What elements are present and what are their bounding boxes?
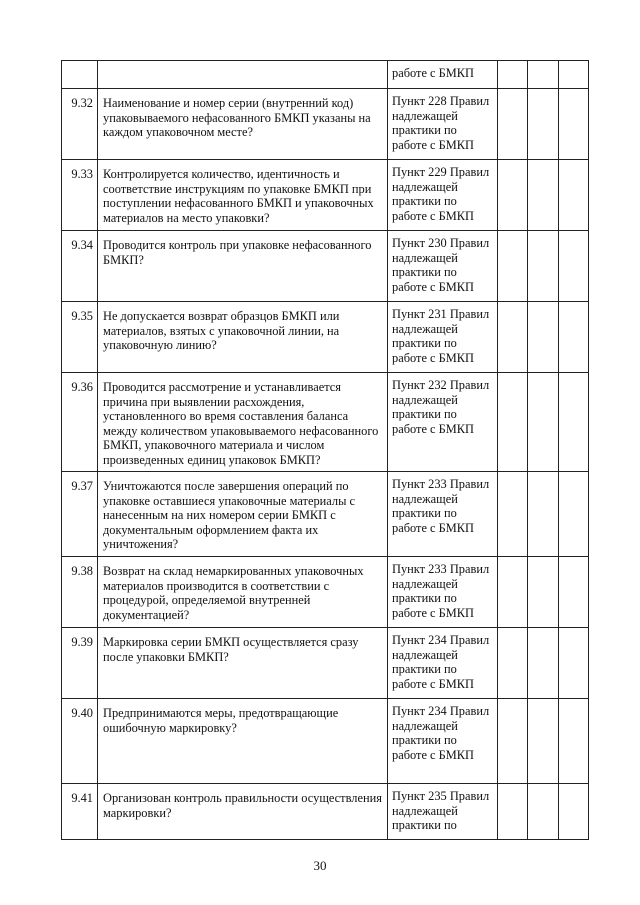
item-number: 9.40 bbox=[62, 699, 98, 784]
answer-na-cell[interactable] bbox=[559, 784, 589, 840]
answer-no-cell[interactable] bbox=[528, 699, 559, 784]
item-number: 9.38 bbox=[62, 557, 98, 628]
answer-yes-cell[interactable] bbox=[498, 231, 528, 302]
answer-na-cell[interactable] bbox=[559, 472, 589, 557]
table-row bbox=[62, 373, 589, 472]
regulation-reference: Пункт 230 Правил надлежащей практики по работе с БМКП bbox=[388, 231, 498, 302]
answer-yes-cell[interactable] bbox=[498, 557, 528, 628]
requirement-text: Наименование и номер серии (внутренний код) упаковываемого нефасованного БМКП указаны на каждом упаковочном месте? bbox=[98, 89, 388, 160]
requirement-text: Проводится контроль при упаковке нефасованного БМКП? bbox=[98, 231, 388, 302]
requirement-text: Контролируется количество, идентичность и соответствие инструкциям по упаковке БМКП при поступлении нефасованного БМКП и упаковочных материалов на место упаковки? bbox=[98, 160, 388, 231]
answer-yes-cell[interactable] bbox=[498, 628, 528, 699]
table-row bbox=[62, 699, 589, 784]
item-number: 9.34 bbox=[62, 231, 98, 302]
answer-na-cell[interactable] bbox=[559, 89, 589, 160]
answer-no-cell[interactable] bbox=[528, 231, 559, 302]
answer-no-cell[interactable] bbox=[528, 89, 559, 160]
table-row bbox=[62, 231, 589, 302]
table-row bbox=[62, 61, 589, 89]
regulation-reference: Пункт 235 Правил надлежащей практики по bbox=[388, 784, 498, 840]
item-number: 9.32 bbox=[62, 89, 98, 160]
answer-yes-cell[interactable] bbox=[498, 784, 528, 840]
table-row bbox=[62, 302, 589, 373]
regulation-reference: работе с БМКП bbox=[388, 61, 498, 89]
answer-na-cell[interactable] bbox=[559, 61, 589, 89]
requirement-text: Проводится рассмотрение и устанавливается причина при выявлении расхождения, установленного во время составления баланса между количеством упаковываемого нефасованного БМКП, упаковочного материала и числом произведенных единиц упаковок БМКП? bbox=[98, 373, 388, 472]
regulation-reference: Пункт 233 Правил надлежащей практики по работе с БМКП bbox=[388, 472, 498, 557]
answer-yes-cell[interactable] bbox=[498, 89, 528, 160]
requirement-text: Организован контроль правильности осуществления маркировки? bbox=[98, 784, 388, 840]
item-number: 9.41 bbox=[62, 784, 98, 840]
regulation-reference: Пункт 229 Правил надлежащей практики по работе с БМКП bbox=[388, 160, 498, 231]
answer-na-cell[interactable] bbox=[559, 302, 589, 373]
item-number: 9.36 bbox=[62, 373, 98, 472]
answer-yes-cell[interactable] bbox=[498, 61, 528, 89]
regulation-reference: Пункт 228 Правил надлежащей практики по работе с БМКП bbox=[388, 89, 498, 160]
answer-no-cell[interactable] bbox=[528, 628, 559, 699]
regulation-reference: Пункт 231 Правил надлежащей практики по работе с БМКП bbox=[388, 302, 498, 373]
answer-yes-cell[interactable] bbox=[498, 160, 528, 231]
answer-na-cell[interactable] bbox=[559, 699, 589, 784]
answer-no-cell[interactable] bbox=[528, 61, 559, 89]
item-number: 9.33 bbox=[62, 160, 98, 231]
item-number: 9.39 bbox=[62, 628, 98, 699]
answer-na-cell[interactable] bbox=[559, 231, 589, 302]
table-row bbox=[62, 89, 589, 160]
answer-no-cell[interactable] bbox=[528, 302, 559, 373]
regulation-reference: Пункт 232 Правил надлежащей практики по работе с БМКП bbox=[388, 373, 498, 472]
answer-yes-cell[interactable] bbox=[498, 302, 528, 373]
requirement-text: Возврат на склад немаркированных упаковочных материалов производится в соответствии с процедурой, определяемой внутренней документацией? bbox=[98, 557, 388, 628]
answer-no-cell[interactable] bbox=[528, 784, 559, 840]
regulation-reference: Пункт 234 Правил надлежащей практики по работе с БМКП bbox=[388, 628, 498, 699]
table-row bbox=[62, 160, 589, 231]
item-number: 9.37 bbox=[62, 472, 98, 557]
answer-yes-cell[interactable] bbox=[498, 373, 528, 472]
table-row bbox=[62, 784, 589, 840]
answer-na-cell[interactable] bbox=[559, 557, 589, 628]
item-number bbox=[62, 61, 98, 89]
checklist-table-body bbox=[62, 61, 589, 840]
requirement-text: Предпринимаются меры, предотвращающие ошибочную маркировку? bbox=[98, 699, 388, 784]
answer-no-cell[interactable] bbox=[528, 557, 559, 628]
table-row bbox=[62, 557, 589, 628]
requirement-text bbox=[98, 61, 388, 89]
answer-na-cell[interactable] bbox=[559, 373, 589, 472]
table-row bbox=[62, 628, 589, 699]
answer-yes-cell[interactable] bbox=[498, 699, 528, 784]
page-number: 30 bbox=[313, 858, 327, 873]
table-row bbox=[62, 472, 589, 557]
answer-yes-cell[interactable] bbox=[498, 472, 528, 557]
regulation-reference: Пункт 234 Правил надлежащей практики по работе с БМКП bbox=[388, 699, 498, 784]
answer-na-cell[interactable] bbox=[559, 628, 589, 699]
requirement-text: Не допускается возврат образцов БМКП или материалов, взятых с упаковочной линии, на упаковочную линию? bbox=[98, 302, 388, 373]
answer-no-cell[interactable] bbox=[528, 472, 559, 557]
regulation-reference: Пункт 233 Правил надлежащей практики по работе с БМКП bbox=[388, 557, 498, 628]
answer-no-cell[interactable] bbox=[528, 160, 559, 231]
answer-no-cell[interactable] bbox=[528, 373, 559, 472]
requirement-text: Маркировка серии БМКП осуществляется сразу после упаковки БМКП? bbox=[98, 628, 388, 699]
checklist-table bbox=[61, 60, 589, 840]
requirement-text: Уничтожаются после завершения операций по упаковке оставшиеся упаковочные материалы с нанесенным на них номером серии БМКП с документальным оформлением факта их уничтожения? bbox=[98, 472, 388, 557]
answer-na-cell[interactable] bbox=[559, 160, 589, 231]
item-number: 9.35 bbox=[62, 302, 98, 373]
